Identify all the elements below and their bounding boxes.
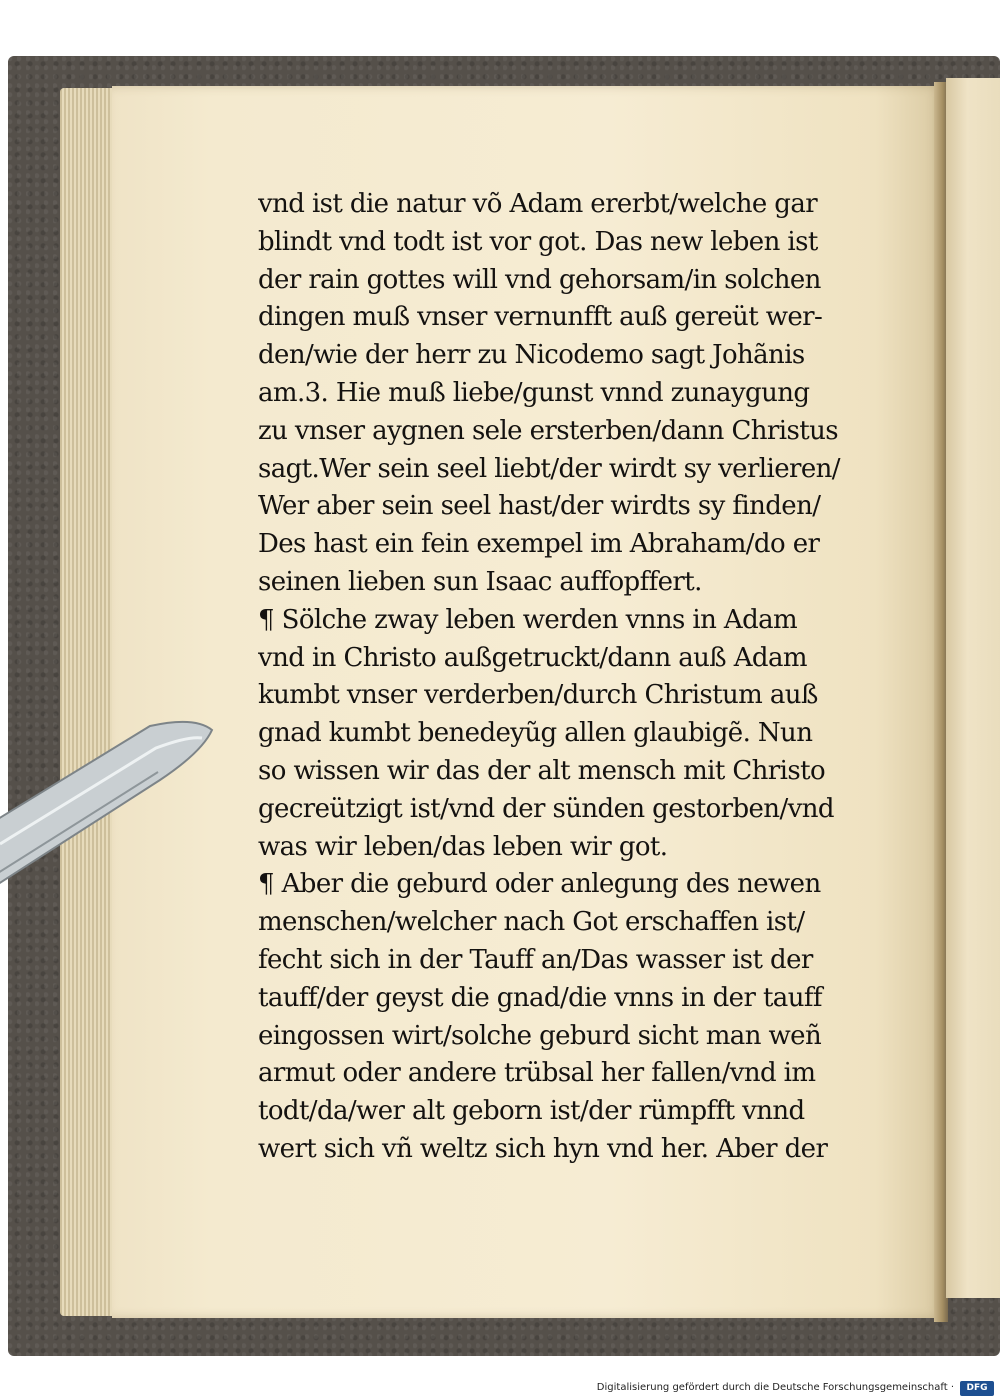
text-line: dingen muß vnser vernunfft auß gereüt wer- xyxy=(258,302,823,333)
page-pointer-icon xyxy=(0,718,220,918)
text-line: Des hast ein fein exempel im Abraham/do er xyxy=(258,529,820,560)
text-line: gecreützigt ist/vnd der sünden gestorben/vnd xyxy=(258,793,834,824)
text-line: todt/da/wer alt geborn ist/der rümpfft vnnd xyxy=(258,1096,805,1127)
footer-bar xyxy=(0,1378,1000,1400)
text-line: gnad kumbt benedeyũg allen glaubigẽ. Nun xyxy=(258,718,813,749)
text-line: tauff/der geyst die gnad/die vnns in der tauff xyxy=(258,982,822,1013)
text-line: was wir leben/das leben wir got. xyxy=(258,831,668,862)
text-line: eingossen wirt/solche geburd sicht man weñ xyxy=(258,1020,822,1051)
text-line: Wer aber sein seel hast/der wirdts sy finden/ xyxy=(258,491,821,522)
text-line: der rain gottes will vnd gehorsam/in solchen xyxy=(258,264,821,295)
text-line: sagt.Wer sein seel liebt/der wirdt sy verlieren/ xyxy=(258,453,840,484)
text-line: vnd in Christo außgetruckt/dann auß Adam xyxy=(258,642,807,673)
text-line: wert sich vñ weltz sich hyn vnd her. Aber der xyxy=(258,1133,828,1164)
text-line: kumbt vnser verderben/durch Christum auß xyxy=(258,680,818,711)
text-line: seinen lieben sun Isaac auffopffert. xyxy=(258,566,702,597)
dfg-logo: DFG xyxy=(960,1381,994,1396)
page-text xyxy=(258,186,858,1169)
text-line: so wissen wir das der alt mensch mit Christo xyxy=(258,755,825,786)
text-line: am.3. Hie muß liebe/gunst vnnd zunaygung xyxy=(258,377,810,408)
text-line: fecht sich in der Tauff an/Das wasser ist der xyxy=(258,944,813,975)
text-line: menschen/welcher nach Got erschaffen ist/ xyxy=(258,907,805,938)
text-line: den/wie der herr zu Nicodemo sagt Johãnis xyxy=(258,340,805,371)
text-line: vnd ist die natur võ Adam ererbt/welche gar xyxy=(258,189,818,219)
text-line: ¶ Aber die geburd oder anlegung des newen xyxy=(258,869,821,900)
text-line: blindt vnd todt ist vor got. Das new leben ist xyxy=(258,226,818,257)
funding-credit: Digitalisierung gefördert durch die Deutsche Forschungsgemeinschaft · xyxy=(596,1382,954,1393)
text-line: ¶ Sölche zway leben werden vnns in Adam xyxy=(258,604,798,635)
text-line: zu vnser aygnen sele ersterben/dann Christus xyxy=(258,415,838,446)
text-line: armut oder andere trübsal her fallen/vnd im xyxy=(258,1058,816,1089)
facing-page-edge xyxy=(946,78,1000,1298)
